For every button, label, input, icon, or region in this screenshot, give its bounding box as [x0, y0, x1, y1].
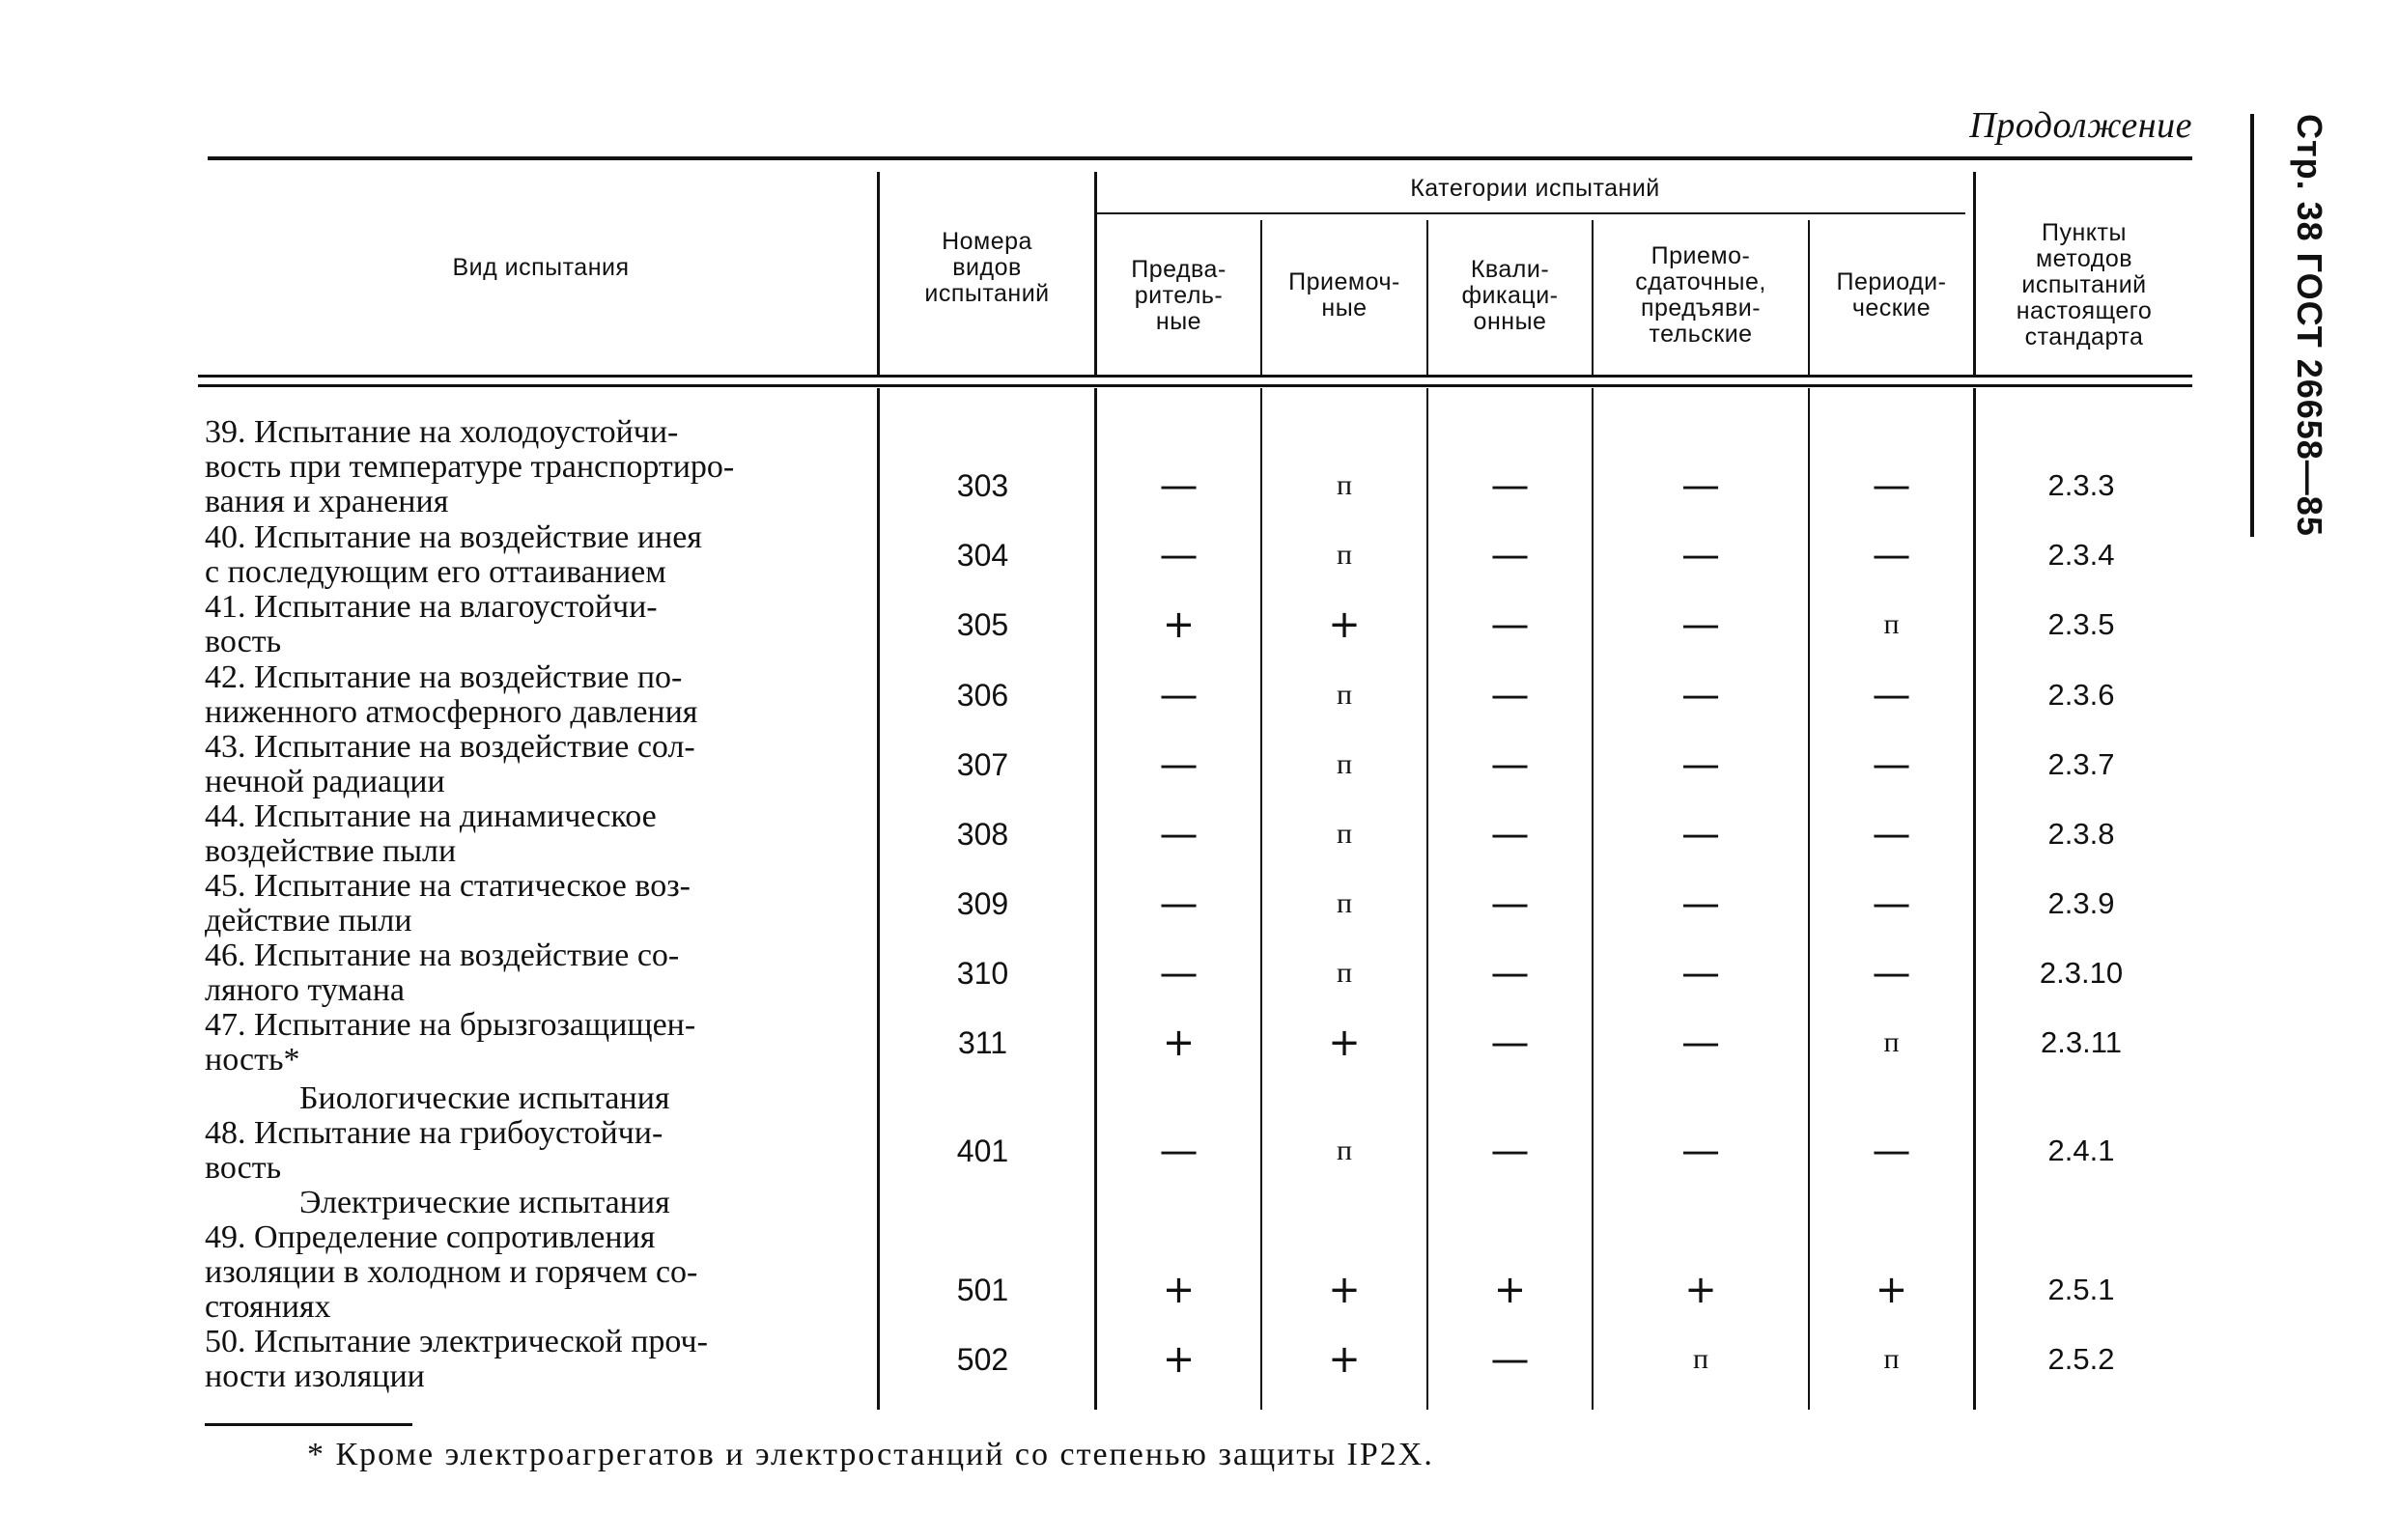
- category-mark-acceptance: п: [1336, 957, 1353, 989]
- category-mark-periodic: —: [1872, 1129, 1911, 1173]
- category-mark-delivery: —: [1681, 951, 1720, 995]
- method-clause: 2.3.7: [2047, 747, 2115, 781]
- category-mark-acceptance: п: [1336, 679, 1353, 711]
- category-mark-delivery: +: [1684, 1268, 1717, 1312]
- category-mark-qualification: —: [1490, 882, 1530, 926]
- test-description: 42. Испытание на воздействие по- ниженного атмосферного давления: [205, 659, 698, 730]
- category-mark-preliminary: —: [1159, 812, 1199, 856]
- category-mark-acceptance: +: [1328, 1021, 1361, 1065]
- category-mark-qualification: —: [1490, 812, 1530, 856]
- header-categories-title: Категории испытаний: [1410, 174, 1660, 202]
- category-mark-periodic: п: [1883, 1343, 1900, 1375]
- category-mark-periodic: —: [1872, 533, 1911, 577]
- category-mark-delivery: —: [1681, 882, 1720, 926]
- test-number: 311: [957, 1024, 1007, 1060]
- section-heading-electrical: Электрические испытания: [299, 1185, 670, 1220]
- test-number: 309: [956, 885, 1009, 921]
- side-header-text: Стр. 38 ГОСТ 26658—85: [2290, 114, 2329, 537]
- category-mark-preliminary: +: [1162, 1268, 1196, 1312]
- side-header-rule: [2250, 114, 2254, 537]
- header-category-preliminary: Предва- ритель- ные: [1131, 255, 1227, 335]
- category-mark-acceptance: +: [1328, 1337, 1361, 1382]
- category-mark-periodic: —: [1872, 812, 1911, 856]
- category-mark-preliminary: —: [1159, 463, 1199, 508]
- footnote: * Кроме электроагрегатов и электростанций со степенью защиты IP2X.: [307, 1437, 1434, 1472]
- category-mark-delivery: —: [1681, 1021, 1720, 1065]
- header-category-periodic: Периоди- ческие: [1836, 268, 1947, 322]
- category-mark-preliminary: —: [1159, 742, 1199, 787]
- category-mark-acceptance: п: [1336, 1134, 1353, 1166]
- category-mark-preliminary: —: [1159, 1129, 1199, 1173]
- category-mark-qualification: —: [1490, 463, 1530, 508]
- header-test-type: Вид испытания: [452, 254, 630, 281]
- category-mark-delivery: —: [1681, 673, 1720, 717]
- test-number: 304: [956, 537, 1009, 573]
- category-mark-acceptance: п: [1336, 539, 1353, 571]
- method-clause: 2.3.8: [2047, 817, 2115, 851]
- category-mark-acceptance: п: [1336, 469, 1353, 501]
- category-mark-qualification: —: [1490, 1129, 1530, 1173]
- table-top-rule: [208, 156, 2192, 160]
- category-mark-periodic: —: [1872, 673, 1911, 717]
- test-number: 502: [956, 1341, 1009, 1377]
- category-mark-acceptance: +: [1328, 602, 1361, 647]
- category-mark-delivery: —: [1681, 463, 1720, 508]
- category-mark-delivery: —: [1681, 602, 1720, 647]
- category-mark-delivery: —: [1681, 533, 1720, 577]
- header-category-acceptance: Приемоч- ные: [1288, 268, 1400, 322]
- header-method-clauses: Пункты методов испытаний настоящего стандарта: [2016, 218, 2153, 350]
- method-clause: 2.3.4: [2047, 538, 2115, 572]
- category-mark-delivery: п: [1692, 1343, 1709, 1375]
- category-mark-preliminary: —: [1159, 673, 1199, 717]
- category-mark-periodic: +: [1875, 1268, 1908, 1312]
- test-number: 305: [956, 606, 1009, 642]
- side-header: [2287, 114, 2329, 537]
- method-clause: 2.3.10: [2039, 956, 2124, 990]
- method-clause: 2.3.6: [2047, 678, 2115, 712]
- test-number: 306: [956, 677, 1009, 713]
- category-mark-periodic: п: [1883, 1026, 1900, 1058]
- category-mark-qualification: +: [1493, 1268, 1527, 1312]
- category-mark-preliminary: —: [1159, 533, 1199, 577]
- test-description: 50. Испытание электрической проч- ности изоляции: [205, 1324, 708, 1394]
- category-mark-qualification: —: [1490, 1021, 1530, 1065]
- category-mark-periodic: п: [1883, 608, 1900, 640]
- header-category-qualification: Квали- фикаци- онные: [1461, 255, 1559, 335]
- category-mark-acceptance: п: [1336, 887, 1353, 919]
- method-clause: 2.5.2: [2047, 1342, 2115, 1376]
- category-mark-delivery: —: [1681, 1129, 1720, 1173]
- category-mark-periodic: —: [1872, 463, 1911, 508]
- method-clause: 2.3.5: [2047, 607, 2115, 641]
- categories-rule: [1096, 212, 1965, 214]
- header-test-number: Номера видов испытаний: [924, 228, 1050, 307]
- test-description: 48. Испытание на грибоустойчи- вость: [205, 1115, 663, 1186]
- footnote-rule: [205, 1423, 412, 1426]
- method-clause: 2.4.1: [2047, 1134, 2115, 1167]
- section-heading-biological: Биологические испытания: [299, 1080, 670, 1116]
- test-description: 39. Испытание на холодоустойчи- вость при температуре транспортиро- вания и хранения: [205, 414, 735, 519]
- header-double-rule-bottom: [198, 384, 2192, 387]
- category-mark-qualification: —: [1490, 951, 1530, 995]
- category-mark-delivery: —: [1681, 812, 1720, 856]
- category-mark-preliminary: +: [1162, 1021, 1196, 1065]
- category-mark-periodic: —: [1872, 742, 1911, 787]
- category-mark-acceptance: п: [1336, 818, 1353, 850]
- category-mark-qualification: —: [1490, 673, 1530, 717]
- category-mark-qualification: —: [1490, 742, 1530, 787]
- method-clause: 2.3.11: [2041, 1025, 2122, 1059]
- category-mark-preliminary: +: [1162, 1337, 1196, 1382]
- category-mark-delivery: —: [1681, 742, 1720, 787]
- category-mark-acceptance: п: [1336, 748, 1353, 780]
- test-description: 46. Испытание на воздействие со- ляного тумана: [205, 938, 680, 1008]
- category-mark-preliminary: —: [1159, 951, 1199, 995]
- test-number: 307: [956, 746, 1009, 782]
- test-description: 43. Испытание на воздействие сол- нечной радиации: [205, 729, 695, 799]
- test-description: 47. Испытание на брызгозащищен- ность*: [205, 1007, 696, 1078]
- method-clause: 2.3.3: [2047, 468, 2115, 502]
- test-number: 308: [956, 816, 1009, 852]
- category-mark-qualification: —: [1490, 602, 1530, 647]
- category-mark-periodic: —: [1872, 951, 1911, 995]
- test-number: 310: [956, 955, 1009, 991]
- category-mark-preliminary: —: [1159, 882, 1199, 926]
- test-description: 44. Испытание на динамическое воздействие пыли: [205, 798, 657, 869]
- continuation-label: Продолжение: [1969, 105, 2192, 146]
- test-description: 40. Испытание на воздействие инея с последующим его оттаиванием: [205, 519, 702, 590]
- header-double-rule-top: [198, 375, 2192, 378]
- test-description: 49. Определение сопротивления изоляции в холодном и горячем со- стояниях: [205, 1219, 698, 1325]
- category-mark-qualification: —: [1490, 1337, 1530, 1382]
- category-mark-preliminary: +: [1162, 602, 1196, 647]
- test-number: 303: [956, 467, 1009, 503]
- category-mark-periodic: —: [1872, 882, 1911, 926]
- method-clause: 2.5.1: [2047, 1273, 2115, 1306]
- header-category-delivery: Приемо- сдаточные, предъяви- тельские: [1635, 242, 1766, 348]
- category-mark-acceptance: +: [1328, 1268, 1361, 1312]
- test-description: 45. Испытание на статическое воз- действие пыли: [205, 868, 691, 938]
- method-clause: 2.3.9: [2047, 886, 2115, 920]
- test-number: 401: [956, 1133, 1009, 1168]
- test-number: 501: [956, 1272, 1009, 1307]
- test-description: 41. Испытание на влагоустойчи- вость: [205, 589, 658, 659]
- category-mark-qualification: —: [1490, 533, 1530, 577]
